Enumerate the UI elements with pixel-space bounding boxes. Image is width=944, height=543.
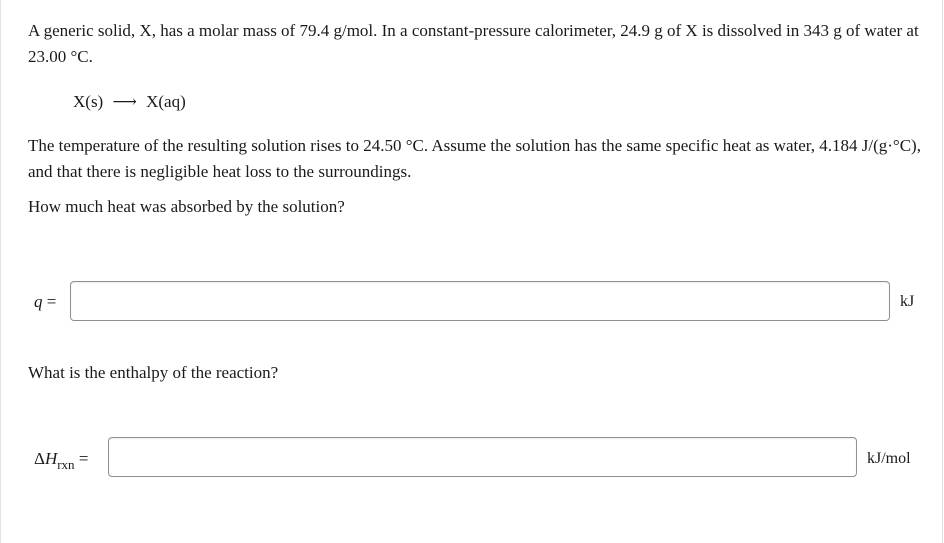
reaction-equation <box>73 89 186 115</box>
question-heat: How much heat was absorbed by the solution? <box>28 197 345 216</box>
q-answer-input[interactable] <box>70 281 890 321</box>
delta-h-unit: kJ/mol <box>867 450 911 467</box>
rxn-subscript: rxn <box>57 457 75 472</box>
reaction-arrow: ⟶ <box>112 92 137 111</box>
problem-conditions: The temperature of the resulting solution rises to 24.50 °C. Assume the solution has the same specific heat as water, 4.184 J/(g·°C), and that there is negligible heat loss to the surroundings. <box>28 136 921 181</box>
reactant: X(s) <box>73 92 104 111</box>
delta-symbol: Δ <box>34 449 45 468</box>
delta-h-label <box>34 449 88 470</box>
problem-intro: A generic solid, X, has a molar mass of 79.4 g/mol. In a constant-pressure calorimeter, 24.9 g of X is dissolved in 343 g of water at 23.00 °C. <box>28 21 919 66</box>
question-enthalpy: What is the enthalpy of the reaction? <box>28 363 279 382</box>
delta-h-equals: = <box>74 449 89 468</box>
h-symbol: H <box>44 449 58 468</box>
product: X(aq) <box>146 92 186 111</box>
delta-h-answer-input[interactable] <box>108 437 857 477</box>
q-label <box>34 292 56 312</box>
q-symbol: q <box>34 292 43 311</box>
q-equals: = <box>42 292 57 311</box>
q-unit: kJ <box>900 293 915 310</box>
